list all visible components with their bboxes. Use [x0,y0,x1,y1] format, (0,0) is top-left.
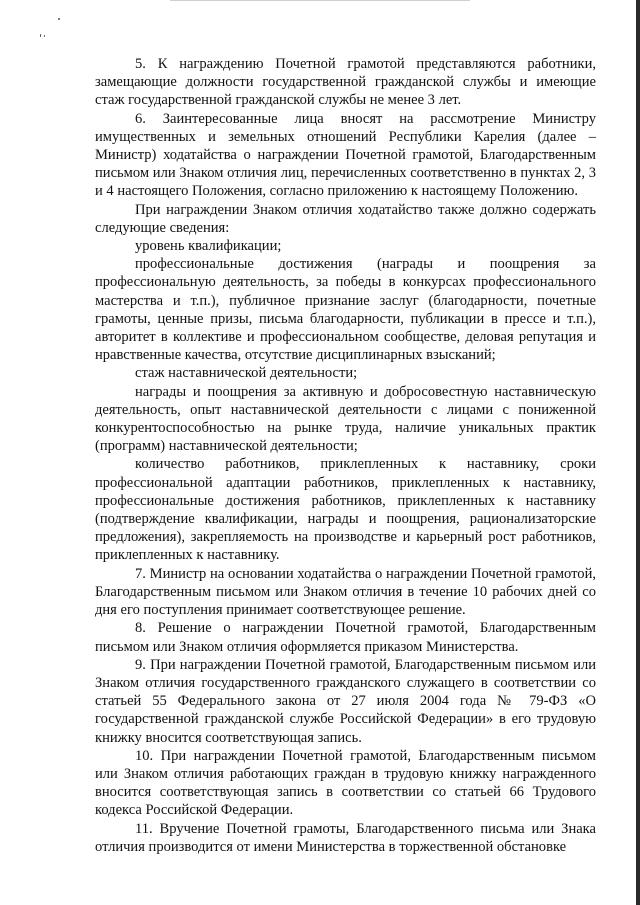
list-item-mentees: количество работников, приклепленных к наставнику, сроки профессиональной адаптации работников, приклепленных к наставнику, профессиональные достижения работников, приклепленных к наставнику (подтверждение квалификации, награды и поощрения, рационализаторские предложения), закрепляемость на производстве и карьерный рост работников, приклепленных к наставнику. [95,456,596,564]
paragraph-badge-requirements: При награждении Знаком отличия ходатайство также должно содержать следующие сведения: [95,201,596,236]
list-item-qualification: уровень квалификации; [135,238,282,255]
paragraph-10: 10. При награждении Почетной грамотой, Благодарственным письмом или Знаком отличия работающих граждан в трудовую книжку награжденного вносится соответствующая запись в соответствии со статьей 66 Трудового кодекса Российской Федерации. [95,747,596,819]
list-item-mentoring-awards: награды и поощрения за активную и добросовестную наставническую деятельность, опыт наставнической деятельности с лицами с пониженной конкурентоспособностью на рынке труда, наличие уникальных практик (программ) наставнической деятельности; [95,383,596,455]
paragraph-5: 5. К награждению Почетной грамотой представляются работники, замещающие должности государственной гражданской службы и имеющие стаж государственной гражданской службы не менее 3 лет. [95,56,596,109]
scan-speck [58,18,60,20]
paragraph-8: 8. Решение о награждении Почетной грамотой, Благодарственным письмом или Знаком отличия оформляется приказом Министерства. [95,620,596,655]
paragraph-7: 7. Министр на основании ходатайства о награждении Почетной грамотой, Благодарственным письмом или Знаком отличия в течение 10 рабочих дней со дня его поступления принимает соответствующее решение. [95,565,596,619]
scan-speck [44,35,45,37]
paragraph-11: 11. Вручение Почетной грамоты, Благодарственного письма или Знака отличия производится от имени Министерства в торжественной обстановке [95,820,596,855]
scan-right-edge [636,0,640,905]
scan-top-rule [170,0,470,1]
scan-speck [40,34,41,37]
document-body [95,55,596,856]
paragraph-9: 9. При награждении Почетной грамотой, Благодарственным письмом или Знаком отличия государственного гражданского служащего в соответствии со статьей 55 Федерального закона от 27 июля 2004 года № 79-ФЗ «О государственной гражданской службе Российской Федерации» в его трудовую книжку вносится соответствующая запись. [95,656,596,746]
list-item-achievements: профессиональные достижения (награды и поощрения за профессиональную деятельность, за победы в конкурсах профессионального мастерства и т.п.), публичное признание заслуг (благодарности, почетные грамоты, ценные призы, письма благодарности, публикации в прессе и т.п.), авторитет в коллективе и профессиональном сообществе, деловая репутация и нравственные качества, отсутствие дисциплинарных взысканий; [95,256,596,364]
paragraph-6: 6. Заинтересованные лица вносят на рассмотрение Министру имущественных и земельных отношений Республики Карелия (далее – Министр) ходатайства о награждении Почетной грамотой, Благодарственным письмом или Знаком отличия лиц, перечисленных соответственно в пунктах 2, 3 и 4 настоящего Положения, согласно приложению к настоящему Положению. [95,110,596,200]
list-item-mentoring-experience: стаж наставнической деятельности; [135,365,358,382]
